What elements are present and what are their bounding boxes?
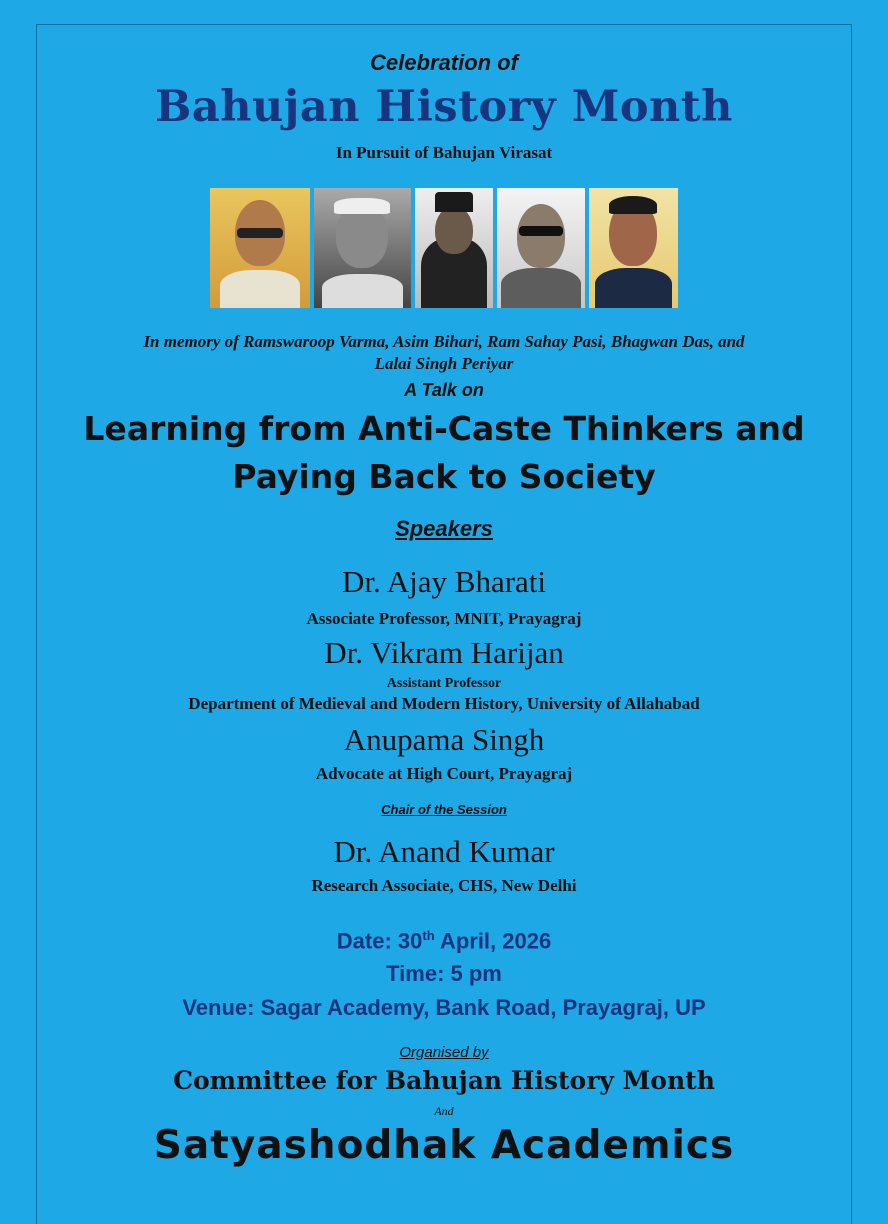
celebration-text: Celebration of	[370, 50, 518, 75]
speaker-name: Dr. Vikram Harijan	[324, 635, 564, 670]
poster-title: Bahujan History Month	[155, 82, 733, 132]
speaker-affiliation: Assistant Professor	[386, 676, 502, 691]
event-date	[0, 928, 888, 954]
memory-dedication	[0, 331, 888, 375]
memory-line: Lalai Singh Periyar	[374, 354, 514, 373]
date-text: Date: 30	[336, 928, 423, 954]
talk-title-line: Paying Back to Society	[232, 457, 656, 496]
talk-title-line: Learning from Anti-Caste Thinkers and	[83, 409, 805, 448]
speaker-affiliation: Advocate at High Court, Prayagraj	[315, 764, 573, 783]
portrait-strip	[210, 188, 678, 308]
speakers-heading: Speakers	[395, 516, 493, 541]
chair-name: Dr. Anand Kumar	[333, 834, 555, 869]
talk-title	[0, 405, 888, 501]
and-text: And	[434, 1104, 454, 1118]
organiser-name: Committee for Bahujan History Month	[173, 1066, 715, 1095]
chair-affiliation: Research Associate, CHS, New Delhi	[311, 876, 577, 895]
event-time: Time: 5 pm	[386, 961, 502, 986]
poster-subtitle: In Pursuit of Bahujan Virasat	[335, 143, 553, 162]
chair-heading: Chair of the Session	[381, 802, 507, 817]
speaker-name: Anupama Singh	[343, 722, 545, 757]
portrait-photo	[314, 188, 411, 308]
talk-intro: A Talk on	[404, 380, 484, 400]
speaker-affiliation: Associate Professor, MNIT, Prayagraj	[306, 609, 582, 628]
memory-line: In memory of Ramswaroop Varma, Asim Bihari, Ram Sahay Pasi, Bhagwan Das, and	[143, 332, 745, 351]
date-text: April, 2026	[434, 928, 552, 954]
date-suffix-sup: th	[422, 928, 435, 943]
event-venue: Venue: Sagar Academy, Bank Road, Prayagraj, UP	[182, 995, 706, 1020]
portrait-photo	[415, 188, 493, 308]
portrait-photo	[589, 188, 678, 308]
speaker-affiliation: Department of Medieval and Modern History, University of Allahabad	[188, 694, 700, 713]
speaker-name: Dr. Ajay Bharati	[341, 564, 547, 599]
organised-by-heading: Organised by	[399, 1044, 489, 1061]
portrait-photo	[497, 188, 585, 308]
portrait-photo	[210, 188, 310, 308]
organiser-name: Satyashodhak Academics	[153, 1123, 735, 1168]
